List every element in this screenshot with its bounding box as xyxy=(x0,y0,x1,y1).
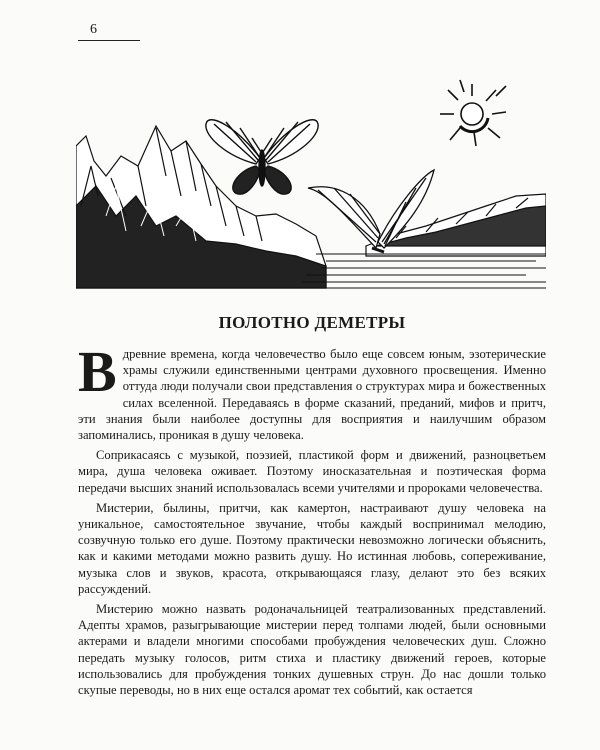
paragraph xyxy=(78,339,546,443)
mountains xyxy=(76,126,546,288)
page-number: 6 xyxy=(90,22,97,37)
chapter-title: ПОЛОТНО ДЕМЕТРЫ xyxy=(218,313,406,332)
paragraph: Мистерию можно назвать родоначальницей театрализованных представлений. Адепты храмов, разыгрывающие мистерии перед толпами людей, были основными актерами и владели многими способами пробуждения человеческих душ. Сложно передать музыку голосов, ритм стиха и пластику движений героев, которые использовались для пробуждения тонких душевных струн. До нас дошли только скупые переводы, но в них еще остался аромат тех событий, как остается xyxy=(78,602,546,698)
butterfly-icon xyxy=(206,120,318,194)
drop-cap: В xyxy=(78,339,117,404)
sun-icon xyxy=(440,80,506,146)
paragraph: Соприкасаясь с музыкой, поэзией, пластикой форм и движений, разноцветьем мира, душа человека оживает. Поэтому иносказательная и поэтическая форма передачи высших знаний использовалась всеми учителями и пророками человечества. xyxy=(78,448,546,495)
header-rule xyxy=(78,40,140,41)
paragraph-text: древние времена, когда человечество было еще совсем юным, эзотерические храмы служили единственными центрами духовного просвещения. Именно оттуда люди получали свои представления о структурах мира и божественных силах вселенной. Передаваясь в форме сказаний, преданий, мифов и притч, эти знания были наиболее доступны для восприятия и наилучшим образом запоминались, проникая в душу человека. xyxy=(78,347,546,443)
body-text xyxy=(78,339,546,702)
paragraph: Мистерии, былины, притчи, как камертон, настраивают душу человека на уникальное, самостоятельное звучание, чтобы каждый воспринимал мелодию, созвучную только его душе. Поэтому практически невозможно логически объяснить, как и какими методами можно развить душу. Но истинная любовь, сопереживание, музыка слов и звуков, красота, открывающаяся глазу, делают это без всяких рассуждений. xyxy=(78,500,546,596)
mountain-butterfly-illustration xyxy=(76,66,546,292)
